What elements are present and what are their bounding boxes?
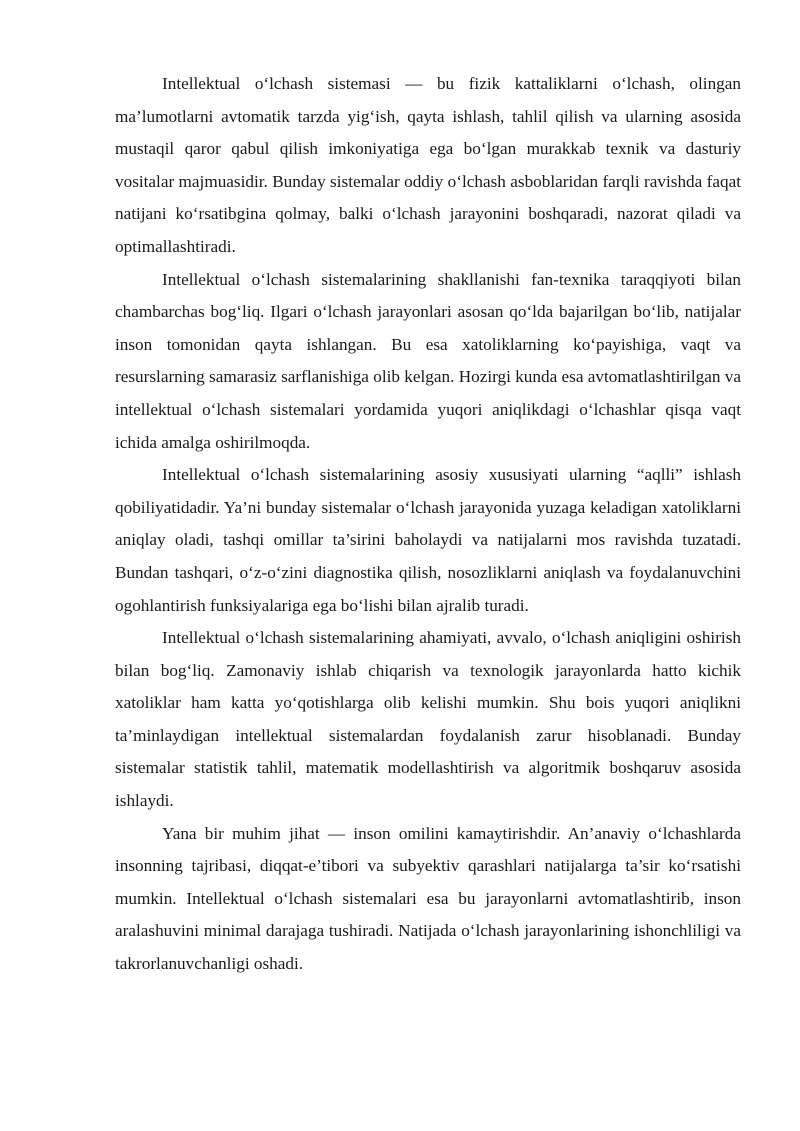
- paragraph-definition: Intellektual o‘lchash sistemasi — bu fizik kattaliklarni o‘lchash, olingan ma’lumotlarni avtomatik tarzda yig‘ish, qayta ishlash, tahlil qilish va ularning asosida mustaqil qaror qabul qilish imkoniyatiga ega bo‘lgan murakkab texnik va dasturiy vositalar majmuasidir. Bunday sistemalar oddiy o‘lchash asboblaridan farqli ravishda faqat natijani ko‘rsatibgina qolmay, balki o‘lchash jarayonini boshqaradi, nazorat qiladi va optimallashtiradi.: [115, 74, 741, 256]
- paragraph-features: Intellektual o‘lchash sistemalarining asosiy xususiyati ularning “aqlli” ishlash qobiliyatidadir. Ya’ni bunday sistemalar o‘lchash jarayonida yuzaga keladigan xatoliklarni aniqlay oladi, tashqi omillar ta’sirini baholaydi va natijalarni mos ravishda tuzatadi. Bundan tashqari, o‘z-o‘zini diagnostika qilish, nosozliklarni aniqlash va foydalanuvchini ogohlantirish funksiyalariga ega bo‘lishi bilan ajralib turadi.: [115, 465, 741, 615]
- document-page: [115, 68, 741, 981]
- paragraph-importance: Intellektual o‘lchash sistemalarining ahamiyati, avvalo, o‘lchash aniqligini oshirish bilan bog‘liq. Zamonaviy ishlab chiqarish va texnologik jarayonlarda hatto kichik xatoliklar ham katta yo‘qotishlarga olib kelishi mumkin. Shu bois yuqori aniqlikni ta’minlaydigan intellektual sistemalardan foydalanish zarur hisoblanadi. Bunday sistemalar statistik tahlil, matematik modellashtirish va algoritmik boshqaruv asosida ishlaydi.: [115, 628, 741, 811]
- paragraph-history: Intellektual o‘lchash sistemalarining shakllanishi fan-texnika taraqqiyoti bilan chambarchas bog‘liq. Ilgari o‘lchash jarayonlari asosan qo‘lda bajarilgan bo‘lib, natijalar inson tomonidan qayta ishlangan. Bu esa xatoliklarning ko‘payishiga, vaqt va resurslarning samarasiz sarflanishiga olib kelgan. Hozirgi kunda esa avtomatlashtirilgan va intellektual o‘lchash sistemalari yordamida yuqori aniqlikdagi o‘lchashlar qisqa vaqt ichida amalga oshirilmoqda.: [115, 269, 741, 452]
- paragraph-human-factor: Yana bir muhim jihat — inson omilini kamaytirishdir. An’anaviy o‘lchashlarda insonning tajribasi, diqqat-e’tibori va subyektiv qarashlari natijalarga ta’sir ko‘rsatishi mumkin. Intellektual o‘lchash sistemalari esa bu jarayonlarni avtomatlashtirib, inson aralashuvini minimal darajaga tushiradi. Natijada o‘lchash jarayonlarining ishonchliligi va takrorlanuvchanligi oshadi.: [115, 823, 741, 974]
